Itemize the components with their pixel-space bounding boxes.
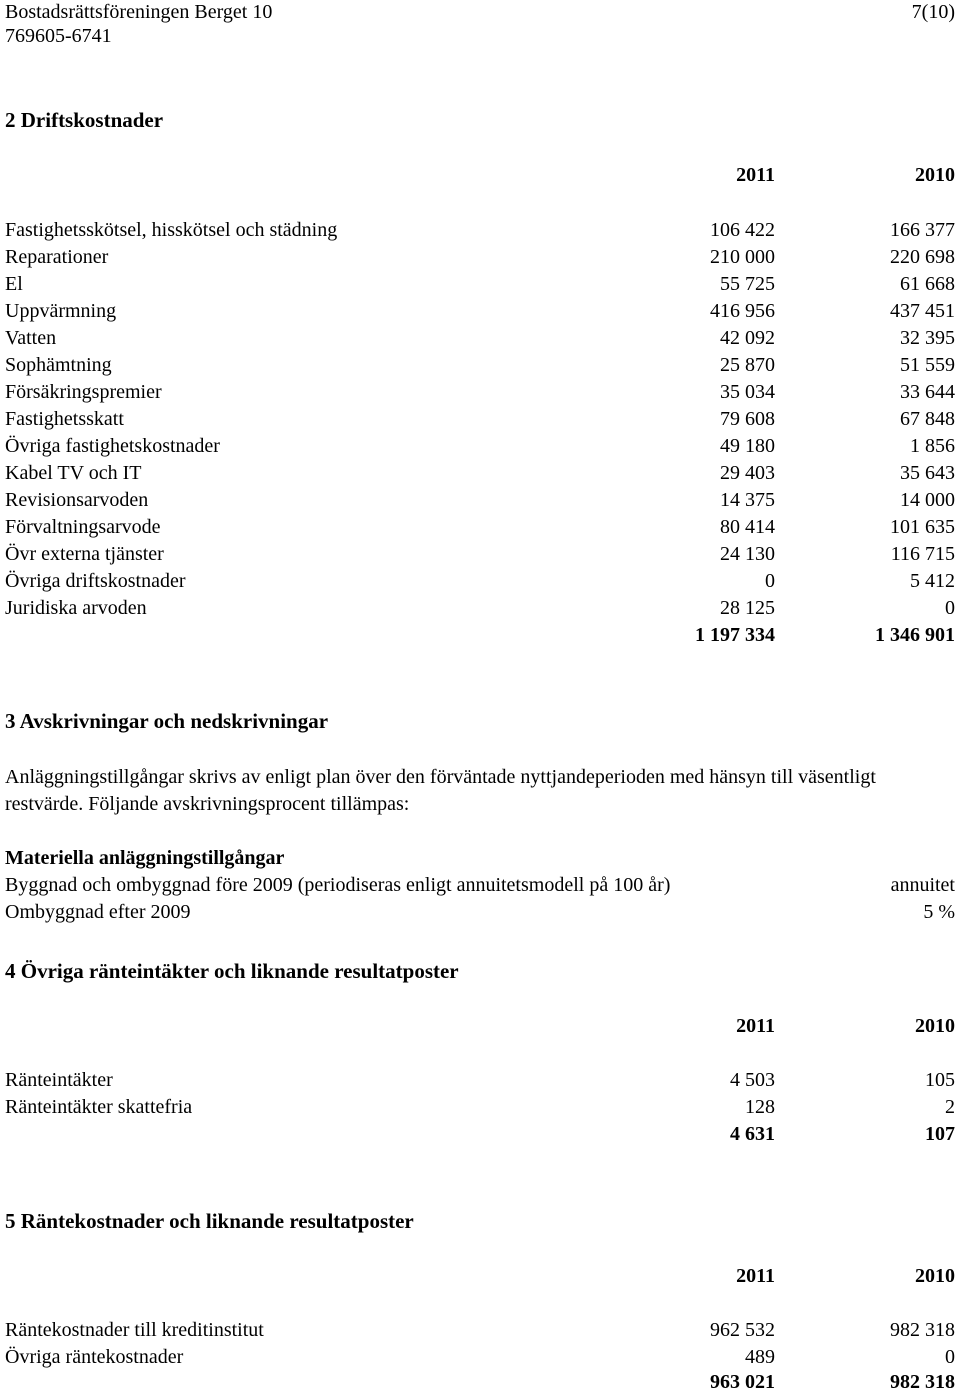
- note2-row: [5, 541, 955, 568]
- note4-year-2010: 2010: [915, 1015, 955, 1037]
- row-label: Ränteintäkter skattefria: [5, 1096, 193, 1118]
- note2-row: [5, 271, 955, 298]
- row-value-2011: 28 125: [720, 597, 775, 619]
- note2-row: [5, 379, 955, 406]
- row-value-2010: 33 644: [900, 381, 955, 403]
- note4-title: 4 Övriga ränteintäkter och liknande resultatposter: [5, 959, 459, 983]
- note3-row: [5, 872, 955, 899]
- row-label: Ränteintäkter: [5, 1069, 113, 1091]
- row-value-2010: 51 559: [900, 354, 955, 376]
- row-label: Försäkringspremier: [5, 381, 162, 403]
- row-value-2011: 106 422: [710, 219, 775, 241]
- total-2011: 4 631: [730, 1123, 775, 1145]
- row-value-2011: 489: [745, 1346, 775, 1368]
- row-value-2010: 437 451: [890, 300, 955, 322]
- total-2010: 1 346 901: [875, 624, 955, 646]
- note2-total-row: [5, 622, 955, 649]
- row-label: Ombyggnad efter 2009: [5, 901, 191, 923]
- row-value: annuitet: [890, 874, 955, 896]
- note2-row: [5, 568, 955, 595]
- note2-year-header: [5, 162, 955, 189]
- page-number: 7(10): [911, 1, 955, 23]
- note4-year-2011: 2011: [736, 1015, 775, 1037]
- row-value-2010: 116 715: [890, 543, 955, 565]
- row-label: Revisionsarvoden: [5, 489, 149, 511]
- note2-row: [5, 433, 955, 460]
- note5-year-header: [5, 1263, 955, 1290]
- row-value-2011: 79 608: [720, 408, 775, 430]
- note4-row: [5, 1094, 955, 1121]
- row-value-2010: 220 698: [890, 246, 955, 268]
- row-label: Vatten: [5, 327, 57, 349]
- row-value-2011: 962 532: [710, 1319, 775, 1341]
- total-2010: 982 318: [890, 1371, 955, 1393]
- row-value-2011: 49 180: [720, 435, 775, 457]
- note5-year-2011: 2011: [736, 1265, 775, 1287]
- row-label: Byggnad och ombyggnad före 2009 (periodiseras enligt annuitetsmodell på 100 år): [5, 874, 671, 896]
- row-label: Juridiska arvoden: [5, 597, 147, 619]
- row-value-2011: 416 956: [710, 300, 775, 322]
- row-value-2010: 61 668: [900, 273, 955, 295]
- row-value: 5 %: [923, 901, 955, 923]
- row-value-2011: 4 503: [730, 1069, 775, 1091]
- note2-row: [5, 595, 955, 622]
- row-value-2010: 14 000: [900, 489, 955, 511]
- row-value-2010: 982 318: [890, 1319, 955, 1341]
- org-number: 769605-6741: [5, 25, 112, 47]
- row-value-2010: 0: [945, 1346, 955, 1368]
- row-value-2011: 210 000: [710, 246, 775, 268]
- row-label: Räntekostnader till kreditinstitut: [5, 1319, 264, 1341]
- total-2011: 963 021: [710, 1371, 775, 1393]
- row-value-2011: 14 375: [720, 489, 775, 511]
- row-value-2010: 1 856: [910, 435, 955, 457]
- note2-row: [5, 352, 955, 379]
- note2-row: [5, 244, 955, 271]
- note2-row: [5, 217, 955, 244]
- row-label: Kabel TV och IT: [5, 462, 142, 484]
- row-value-2011: 35 034: [720, 381, 775, 403]
- row-value-2011: 128: [745, 1096, 775, 1118]
- note5-title: 5 Räntekostnader och liknande resultatposter: [5, 1209, 414, 1233]
- row-label: Fastighetsskötsel, hisskötsel och städning: [5, 219, 338, 241]
- note5-total-row: [5, 1369, 955, 1396]
- row-value-2011: 55 725: [720, 273, 775, 295]
- row-value-2010: 5 412: [910, 570, 955, 592]
- note2-row: [5, 298, 955, 325]
- org-name: Bostadsrättsföreningen Berget 10: [5, 1, 273, 23]
- note2-year-2011: 2011: [736, 164, 775, 186]
- note3-title: 3 Avskrivningar och nedskrivningar: [5, 709, 329, 733]
- note3-paragraph: Anläggningstillgångar skrivs av enligt plan över den förväntade nyttjandeperioden med hänsyn till väsentligt restvärde. Följande avskrivningsprocent tillämpas:: [5, 766, 876, 815]
- row-value-2010: 2: [945, 1096, 955, 1118]
- row-value-2010: 0: [945, 597, 955, 619]
- row-label: Övriga fastighetskostnader: [5, 435, 220, 457]
- row-value-2010: 105: [925, 1069, 955, 1091]
- row-label: Övr externa tjänster: [5, 543, 164, 565]
- row-label: Övriga räntekostnader: [5, 1346, 184, 1368]
- row-value-2010: 166 377: [890, 219, 955, 241]
- row-value-2010: 101 635: [890, 516, 955, 538]
- row-value-2010: 32 395: [900, 327, 955, 349]
- note2-row: [5, 487, 955, 514]
- row-label: Fastighetsskatt: [5, 408, 124, 430]
- row-label: Uppvärmning: [5, 300, 117, 322]
- row-value-2011: 24 130: [720, 543, 775, 565]
- total-2011: 1 197 334: [695, 624, 775, 646]
- note2-title: 2 Driftskostnader: [5, 108, 164, 132]
- row-label: Reparationer: [5, 246, 109, 268]
- note2-row: [5, 406, 955, 433]
- note4-total-row: [5, 1121, 955, 1148]
- row-value-2010: 35 643: [900, 462, 955, 484]
- row-value-2011: 80 414: [720, 516, 775, 538]
- row-value-2011: 42 092: [720, 327, 775, 349]
- note5-row: [5, 1317, 955, 1344]
- note3-subheading: Materiella anläggningstillgångar: [5, 847, 285, 869]
- note2-year-2010: 2010: [915, 164, 955, 186]
- row-value-2011: 0: [765, 570, 775, 592]
- total-2010: 107: [925, 1123, 955, 1145]
- note5-row: [5, 1344, 955, 1371]
- row-label: Förvaltningsarvode: [5, 516, 161, 538]
- row-label: El: [5, 273, 23, 295]
- row-value-2011: 25 870: [720, 354, 775, 376]
- note2-row: [5, 325, 955, 352]
- note2-row: [5, 460, 955, 487]
- row-value-2011: 29 403: [720, 462, 775, 484]
- row-value-2010: 67 848: [900, 408, 955, 430]
- note5-year-2010: 2010: [915, 1265, 955, 1287]
- row-label: Sophämtning: [5, 354, 112, 376]
- row-label: Övriga driftskostnader: [5, 570, 186, 592]
- note3-row: [5, 899, 955, 926]
- note4-year-header: [5, 1013, 955, 1040]
- note4-row: [5, 1067, 955, 1094]
- note2-row: [5, 514, 955, 541]
